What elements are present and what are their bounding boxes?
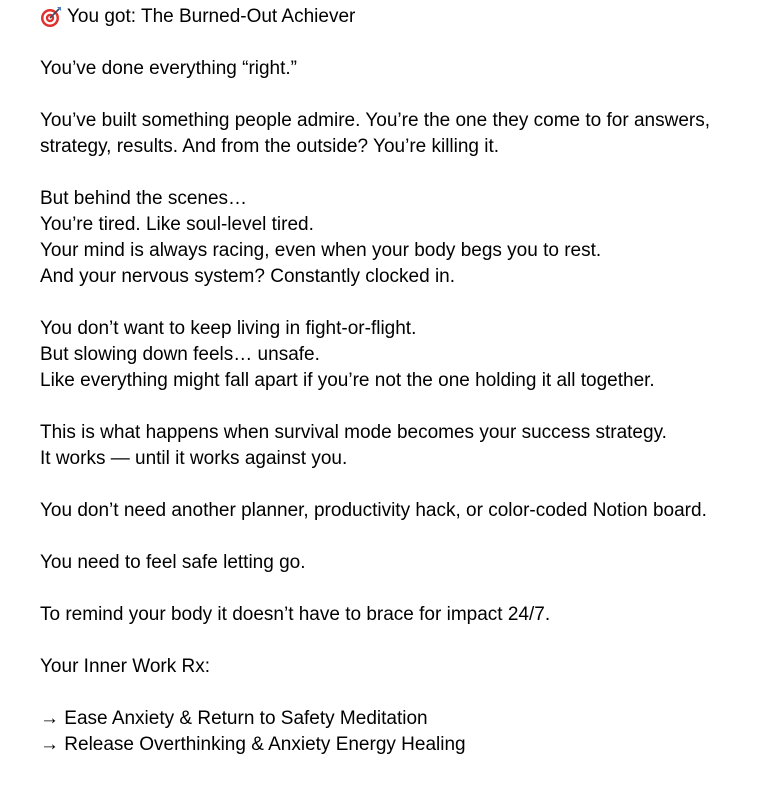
text-line: But slowing down feels… unsafe. xyxy=(40,344,320,365)
text-line: This is what happens when survival mode becomes your success strategy. xyxy=(40,422,667,443)
paragraph-admire xyxy=(40,108,740,160)
text-line: You need to feel safe letting go. xyxy=(40,552,306,573)
target-icon xyxy=(40,6,62,28)
paragraph-fight-or-flight xyxy=(40,316,740,394)
text-line: But behind the scenes… xyxy=(40,188,248,209)
paragraph-survival-mode xyxy=(40,420,740,472)
text-line: You’ve done everything “right.” xyxy=(40,58,298,79)
text-line: Your mind is always racing, even when your body begs you to rest. xyxy=(40,240,602,261)
paragraph-letting-go xyxy=(40,550,740,576)
paragraph-planner xyxy=(40,498,740,524)
text-line: You don’t need another planner, productivity hack, or color-coded Notion board. xyxy=(40,500,707,521)
paragraph-behind-scenes xyxy=(40,186,740,290)
text-line: And your nervous system? Constantly clocked in. xyxy=(40,266,456,287)
text-line: Your Inner Work Rx: xyxy=(40,656,211,677)
result-title xyxy=(40,4,740,30)
inner-work-list xyxy=(40,706,740,758)
list-item: → Release Overthinking & Anxiety Energy Healing xyxy=(40,734,466,755)
paragraph-brace-impact xyxy=(40,602,740,628)
list-item: → Ease Anxiety & Return to Safety Meditation xyxy=(40,708,428,729)
inner-work-heading xyxy=(40,654,740,680)
text-line: To remind your body it doesn’t have to brace for impact 24/7. xyxy=(40,604,551,625)
result-title-text: You got: The Burned-Out Achiever xyxy=(67,6,356,27)
text-line: You don’t want to keep living in fight-or-flight. xyxy=(40,318,417,339)
text-line: You’ve built something people admire. You’re the one they come to for answers, strategy, results. And from the outside? You’re killing it. xyxy=(40,110,710,157)
paragraph-intro xyxy=(40,56,740,82)
text-line: You’re tired. Like soul-level tired. xyxy=(40,214,314,235)
document-body xyxy=(40,4,740,758)
text-line: It works — until it works against you. xyxy=(40,448,348,469)
text-line: Like everything might fall apart if you’re not the one holding it all together. xyxy=(40,370,655,391)
